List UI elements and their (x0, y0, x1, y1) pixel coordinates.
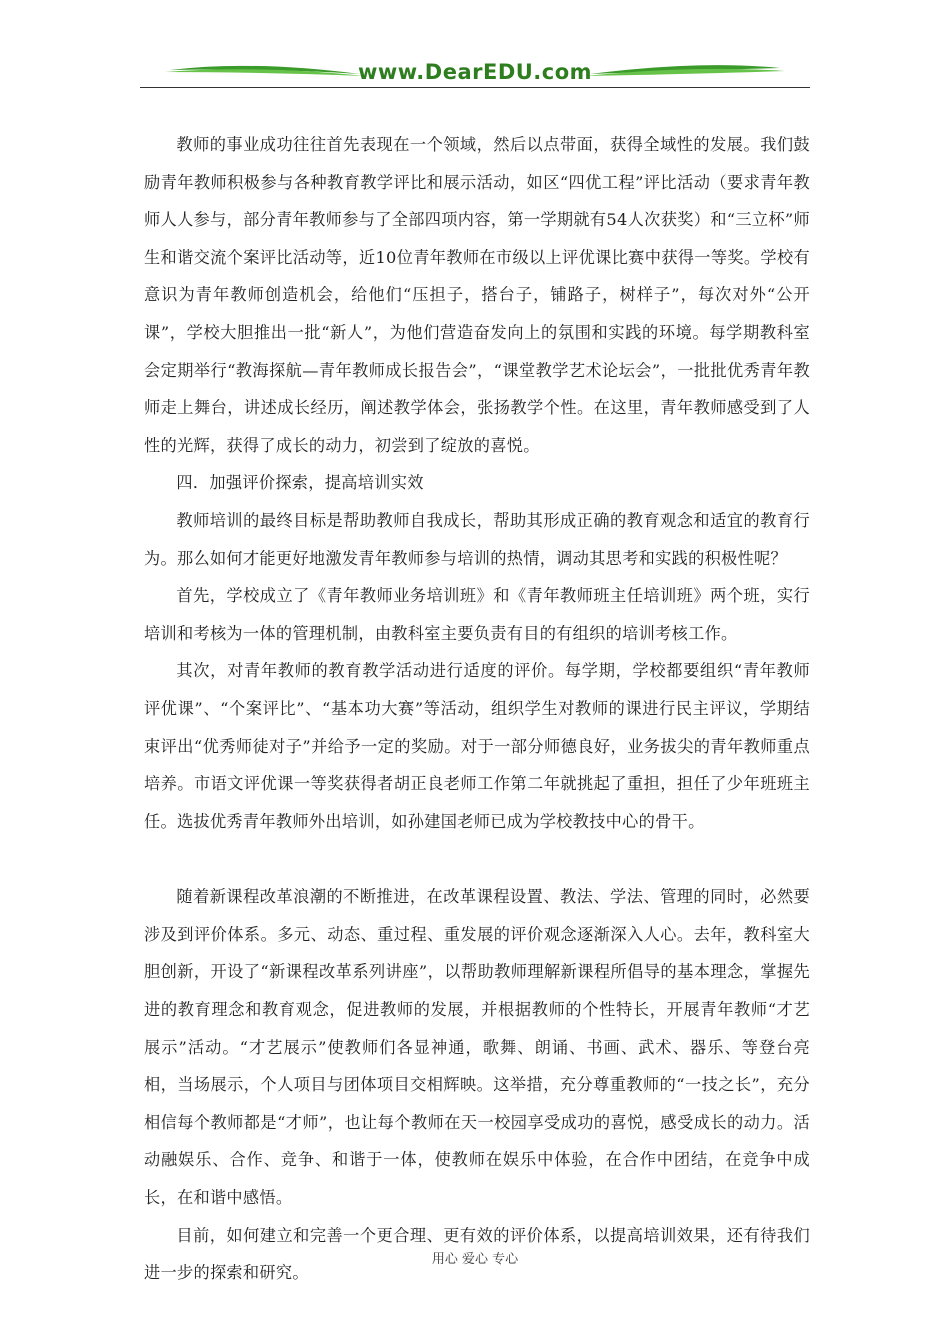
paragraph: 首先，学校成立了《青年教师业务培训班》和《青年教师班主任培训班》两个班，实行培训和考核为一体的管理机制，由教科室主要负责有目的有组织的培训考核工作。 (144, 586, 810, 643)
paragraph: 其次，对青年教师的教育教学活动进行适度的评价。每学期，学校都要组织“青年教师评优课”、“个案评比”、“基本功大赛”等活动，组织学生对教师的课进行民主评议，学期结束评出“优秀师徒对子”并给予一定的奖励。对于一部分师德良好，业务拔尖的青年教师重点培养。市语文评优课一等奖获得者胡正良老师工作第二年就挑起了重担，担任了少年班班主任。选拔优秀青年教师外出培训，如孙建国老师已成为学校教技中心的骨干。 (144, 661, 810, 831)
paragraph: 随着新课程改革浪潮的不断推进，在改革课程设置、教法、学法、管理的同时，必然要涉及到评价体系。多元、动态、重过程、重发展的评价观念逐渐深入人心。去年，教科室大胆创新，开设了“新课程改革系列讲座”，以帮助教师理解新课程所倡导的基本理念，掌握先进的教育理念和教育观念，促进教师的发展，并根据教师的个性特长，开展青年教师“才艺展示”活动。“才艺展示”使教师们各显神通，歌舞、朗诵、书画、武术、器乐、等登台亮相，当场展示，个人项目与团体项目交相辉映。这举措，充分尊重教师的“一技之长”，充分相信每个教师都是“才师”，也让每个教师在天一校园享受成功的喜悦，感受成长的动力。活动融娱乐、合作、竞争、和谐于一体，使教师在娱乐中体验，在合作中团结，在竞争中成长，在和谐中感悟。 (144, 887, 810, 1208)
section-heading: 四．加强评价探索，提高培训实效 (176, 473, 424, 493)
site-logo-text: www.DearEDU.com (357, 60, 593, 84)
page-footer: 用心 爱心 专心 (431, 1252, 519, 1267)
blank-line (144, 840, 810, 878)
site-header (140, 52, 810, 92)
header-divider (140, 87, 810, 88)
paragraph: 教师的事业成功往往首先表现在一个领域，然后以点带面，获得全域性的发展。我们鼓励青年教师积极参与各种教育教学评比和展示活动，如区“四优工程”评比活动（要求青年教师人人参与，部分青年教师参与了全部四项内容，第一学期就有54人次获奖）和“三立杯”师生和谐交流个案评比活动等，近10位青年教师在市级以上评优课比赛中获得一等奖。学校有意识为青年教师创造机会，给他们“压担子，搭台子，铺路子，树样子”，每次对外“公开课”，学校大胆推出一批“新人”，为他们营造奋发向上的氛围和实践的环境。每学期教科室会定期举行“教海探航—青年教师成长报告会”，“课堂教学艺术论坛会”，一批批优秀青年教师走上舞台，讲述成长经历，阐述教学体会，张扬教学个性。在这里，青年教师感受到了人性的光辉，获得了成长的动力，初尝到了绽放的喜悦。 (144, 135, 810, 455)
paragraph: 目前，如何建立和完善一个更合理、更有效的评价体系，以提高培训效果，还有待我们进一步的探索和研究。 (144, 1225, 810, 1283)
document-body (144, 126, 810, 1292)
paragraph: 教师培训的最终目标是帮助教师自我成长，帮助其形成正确的教育观念和适宜的教育行为。那么如何才能更好地激发青年教师参与培训的热情，调动其思考和实践的积极性呢？ (144, 510, 810, 568)
